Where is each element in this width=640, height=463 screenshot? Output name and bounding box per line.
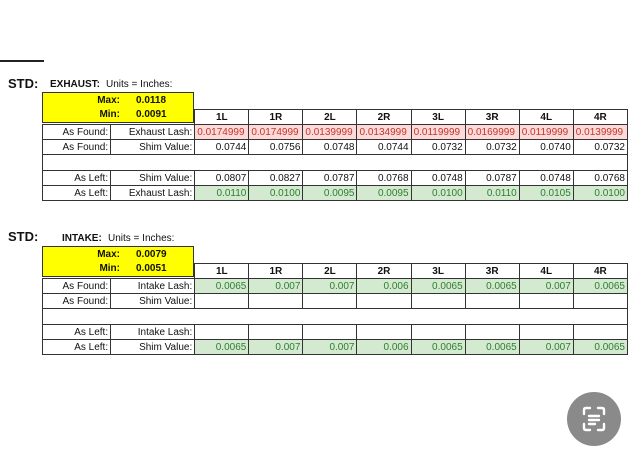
column-header: 3L [411,110,465,125]
exhaust-min-value: 0.0091 [136,109,167,120]
column-header: 3L [411,264,465,279]
intake-units: Units = Inches: [108,233,175,244]
table-cell[interactable] [465,325,519,340]
intake-max-value: 0.0079 [136,249,167,260]
column-header: 4R [573,110,627,125]
row-sublabel: Exhaust Lash: [111,186,195,201]
row-label: As Left: [43,186,111,201]
row-sublabel: Shim Value: [111,294,195,309]
table-cell[interactable] [519,294,573,309]
table-cell[interactable]: 0.0732 [465,140,519,155]
column-header: 1L [195,110,249,125]
table-row [43,140,628,155]
table-cell[interactable]: 0.006 [357,340,411,355]
table-cell[interactable]: 0.0065 [465,279,519,294]
column-header: 1R [249,264,303,279]
table-cell[interactable] [519,325,573,340]
column-header: 2L [303,110,357,125]
table-cell[interactable]: 0.0065 [573,279,627,294]
table-cell[interactable]: 0.0065 [195,340,249,355]
table-cell[interactable]: 0.0065 [411,340,465,355]
table-cell[interactable] [195,294,249,309]
intake-min-value: 0.0051 [136,263,167,274]
table-cell[interactable]: 0.006 [357,279,411,294]
table-cell[interactable]: 0.0827 [249,171,303,186]
table-cell[interactable]: 0.0768 [573,171,627,186]
column-header: 2R [357,110,411,125]
intake-min-label: Min: [99,263,120,274]
text-scan-icon [567,392,621,446]
column-header: 2R [357,264,411,279]
table-cell[interactable]: 0.0744 [195,140,249,155]
table-cell[interactable]: 0.0744 [357,140,411,155]
table-cell[interactable]: 0.0065 [573,340,627,355]
row-sublabel: Shim Value: [111,340,195,355]
column-header: 3R [465,264,519,279]
table-cell[interactable]: 0.0139999 [573,125,627,140]
blank-cell [43,264,111,279]
blank-cell [111,110,195,125]
spacer-row [43,309,628,325]
row-label: As Found: [43,294,111,309]
table-cell[interactable] [249,325,303,340]
table-cell[interactable] [195,325,249,340]
row-sublabel: Intake Lash: [111,279,195,294]
exhaust-max-value: 0.0118 [136,95,167,106]
column-header: 3R [465,110,519,125]
table-cell[interactable]: 0.0787 [465,171,519,186]
table-cell[interactable]: 0.0065 [411,279,465,294]
table-cell[interactable]: 0.0110 [195,186,249,201]
column-header: 1L [195,264,249,279]
table-cell[interactable]: 0.007 [519,340,573,355]
table-cell[interactable]: 0.0119999 [519,125,573,140]
exhaust-header-row [43,110,628,125]
row-sublabel: Exhaust Lash: [111,125,195,140]
table-cell[interactable]: 0.0732 [411,140,465,155]
spacer-row [43,155,628,171]
table-row [43,294,628,309]
table-cell[interactable] [303,294,357,309]
table-cell[interactable] [411,294,465,309]
row-label: As Found: [43,279,111,294]
blank-cell [111,264,195,279]
table-cell[interactable]: 0.0807 [195,171,249,186]
column-header: 4R [573,264,627,279]
row-sublabel: Intake Lash: [111,325,195,340]
row-label: As Left: [43,340,111,355]
table-cell[interactable]: 0.0119999 [411,125,465,140]
row-sublabel: Shim Value: [111,171,195,186]
table-cell[interactable]: 0.0169999 [465,125,519,140]
intake-table [42,263,628,355]
column-header: 1R [249,110,303,125]
table-cell[interactable]: 0.0748 [303,140,357,155]
table-cell[interactable] [357,325,411,340]
table-cell[interactable] [465,294,519,309]
table-cell[interactable]: 0.0748 [411,171,465,186]
table-cell[interactable]: 0.0768 [357,171,411,186]
blank-cell [43,110,111,125]
table-row [43,340,628,355]
table-row [43,171,628,186]
table-row [43,186,628,201]
table-cell[interactable]: 0.0756 [249,140,303,155]
table-cell[interactable]: 0.0110 [465,186,519,201]
table-row [43,125,628,140]
intake-std-label: STD: [8,229,39,244]
table-cell[interactable]: 0.0100 [573,186,627,201]
table-cell[interactable]: 0.007 [519,279,573,294]
intake-header-row [43,264,628,279]
exhaust-std-label: STD: [8,76,39,91]
table-cell[interactable]: 0.0095 [303,186,357,201]
table-cell[interactable]: 0.0134999 [357,125,411,140]
top-rule [0,60,44,62]
row-label: As Left: [43,171,111,186]
table-cell[interactable] [573,325,627,340]
text-scan-button[interactable] [567,392,621,446]
column-header: 4L [519,264,573,279]
table-cell[interactable]: 0.0100 [249,186,303,201]
column-header: 4L [519,110,573,125]
exhaust-section-title: EXHAUST: [50,79,101,90]
table-cell[interactable]: 0.007 [303,340,357,355]
table-cell[interactable]: 0.0174999 [249,125,303,140]
table-cell[interactable] [249,294,303,309]
row-label: As Left: [43,325,111,340]
exhaust-units: Units = Inches: [106,79,173,90]
table-cell[interactable]: 0.0740 [519,140,573,155]
table-cell[interactable]: 0.0732 [573,140,627,155]
table-cell[interactable] [357,294,411,309]
spacer-cell [43,309,628,325]
table-row [43,279,628,294]
exhaust-max-label: Max: [97,95,120,106]
table-cell[interactable]: 0.0174999 [195,125,249,140]
table-cell[interactable]: 0.0139999 [303,125,357,140]
table-cell[interactable]: 0.007 [249,340,303,355]
exhaust-table [42,109,628,201]
table-cell[interactable]: 0.0748 [519,171,573,186]
intake-max-label: Max: [97,249,120,260]
table-cell[interactable]: 0.0065 [195,279,249,294]
exhaust-min-label: Min: [99,109,120,120]
table-cell[interactable] [303,325,357,340]
row-label: As Found: [43,140,111,155]
table-cell[interactable]: 0.0105 [519,186,573,201]
table-row [43,325,628,340]
row-sublabel: Shim Value: [111,140,195,155]
table-cell[interactable]: 0.007 [249,279,303,294]
spacer-cell [43,155,628,171]
table-cell[interactable]: 0.0065 [465,340,519,355]
table-cell[interactable] [573,294,627,309]
table-cell[interactable]: 0.0095 [357,186,411,201]
row-label: As Found: [43,125,111,140]
column-header: 2L [303,264,357,279]
table-cell[interactable]: 0.0787 [303,171,357,186]
table-cell[interactable] [411,325,465,340]
table-cell[interactable]: 0.007 [303,279,357,294]
table-cell[interactable]: 0.0100 [411,186,465,201]
intake-section-title: INTAKE: [62,233,102,244]
